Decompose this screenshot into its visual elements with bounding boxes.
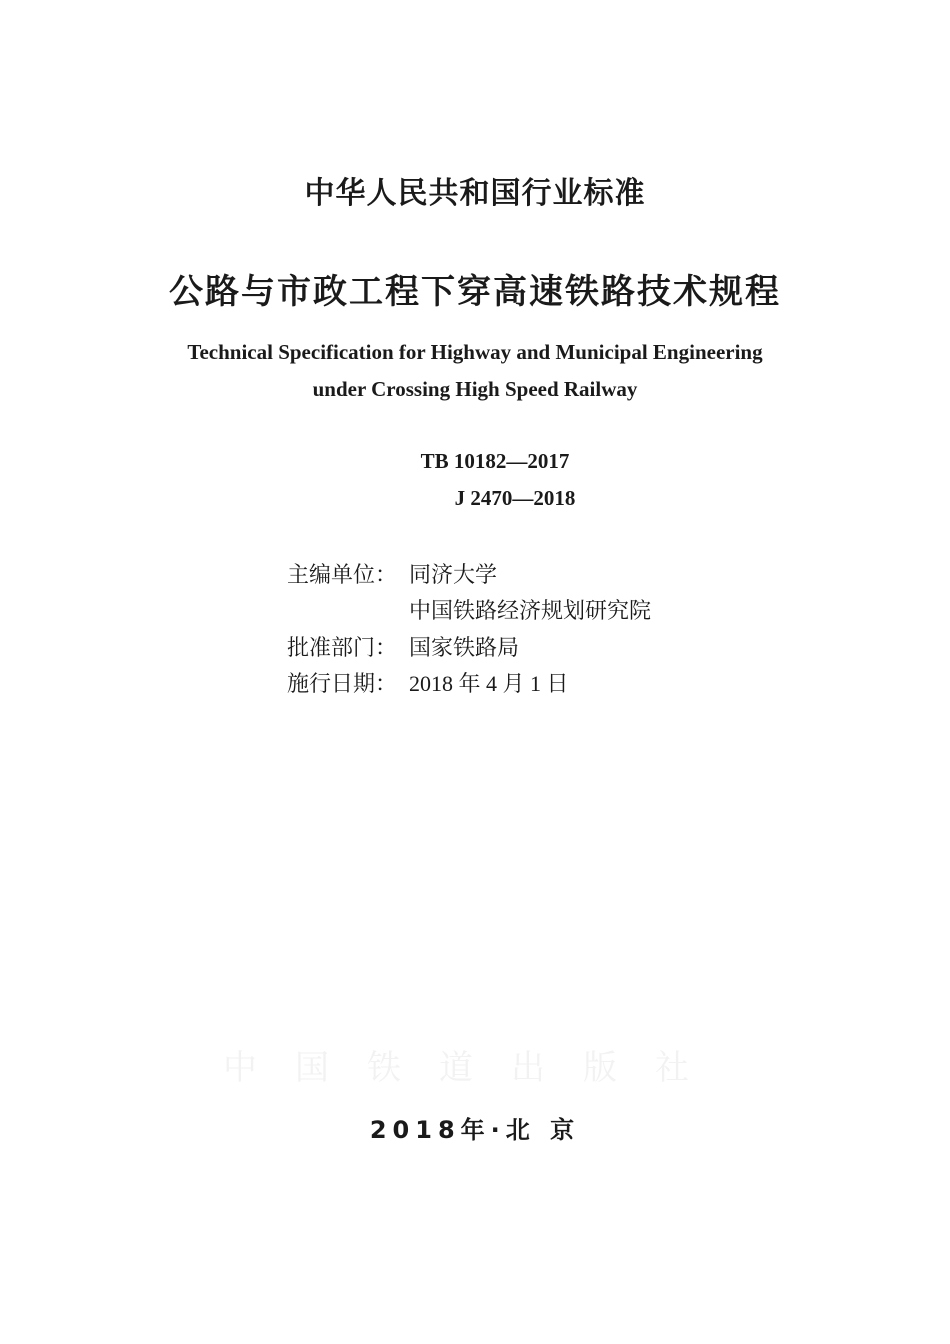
publication-year-place: 2018年·北 京 (369, 1116, 581, 1144)
effective-date-value: 2018 年 4 月 1 日 (409, 671, 569, 696)
chief-editor-row (287, 558, 497, 589)
industry-standard-heading: 中华人民共和国行业标准 (304, 176, 646, 211)
approval-label: 批准部门： (287, 636, 398, 661)
chief-editor-value-1: 同济大学 (409, 563, 498, 588)
chief-editor-label: 主编单位： (287, 563, 398, 588)
effective-date-label: 施行日期： (287, 672, 398, 697)
standard-number-tb: TB 10182—2017 (420, 449, 570, 473)
effective-date-row (287, 667, 569, 698)
document-title-cn: 公路与市政工程下穿高速铁路技术规程 (169, 272, 781, 312)
approval-value: 国家铁路局 (409, 636, 520, 661)
document-title-en-line1: Technical Specification for Highway and Municipal Engineering (187, 340, 763, 364)
standard-number-j: J 2470—2018 (454, 486, 576, 510)
chief-editor-row-2 (287, 594, 651, 625)
chief-editor-value-2: 中国铁路经济规划研究院 (409, 599, 652, 624)
document-title-en-line2: under Crossing High Speed Railway (312, 377, 638, 401)
approval-row (287, 631, 519, 662)
publisher-watermark: 中国铁道出版社 (223, 1048, 727, 1088)
